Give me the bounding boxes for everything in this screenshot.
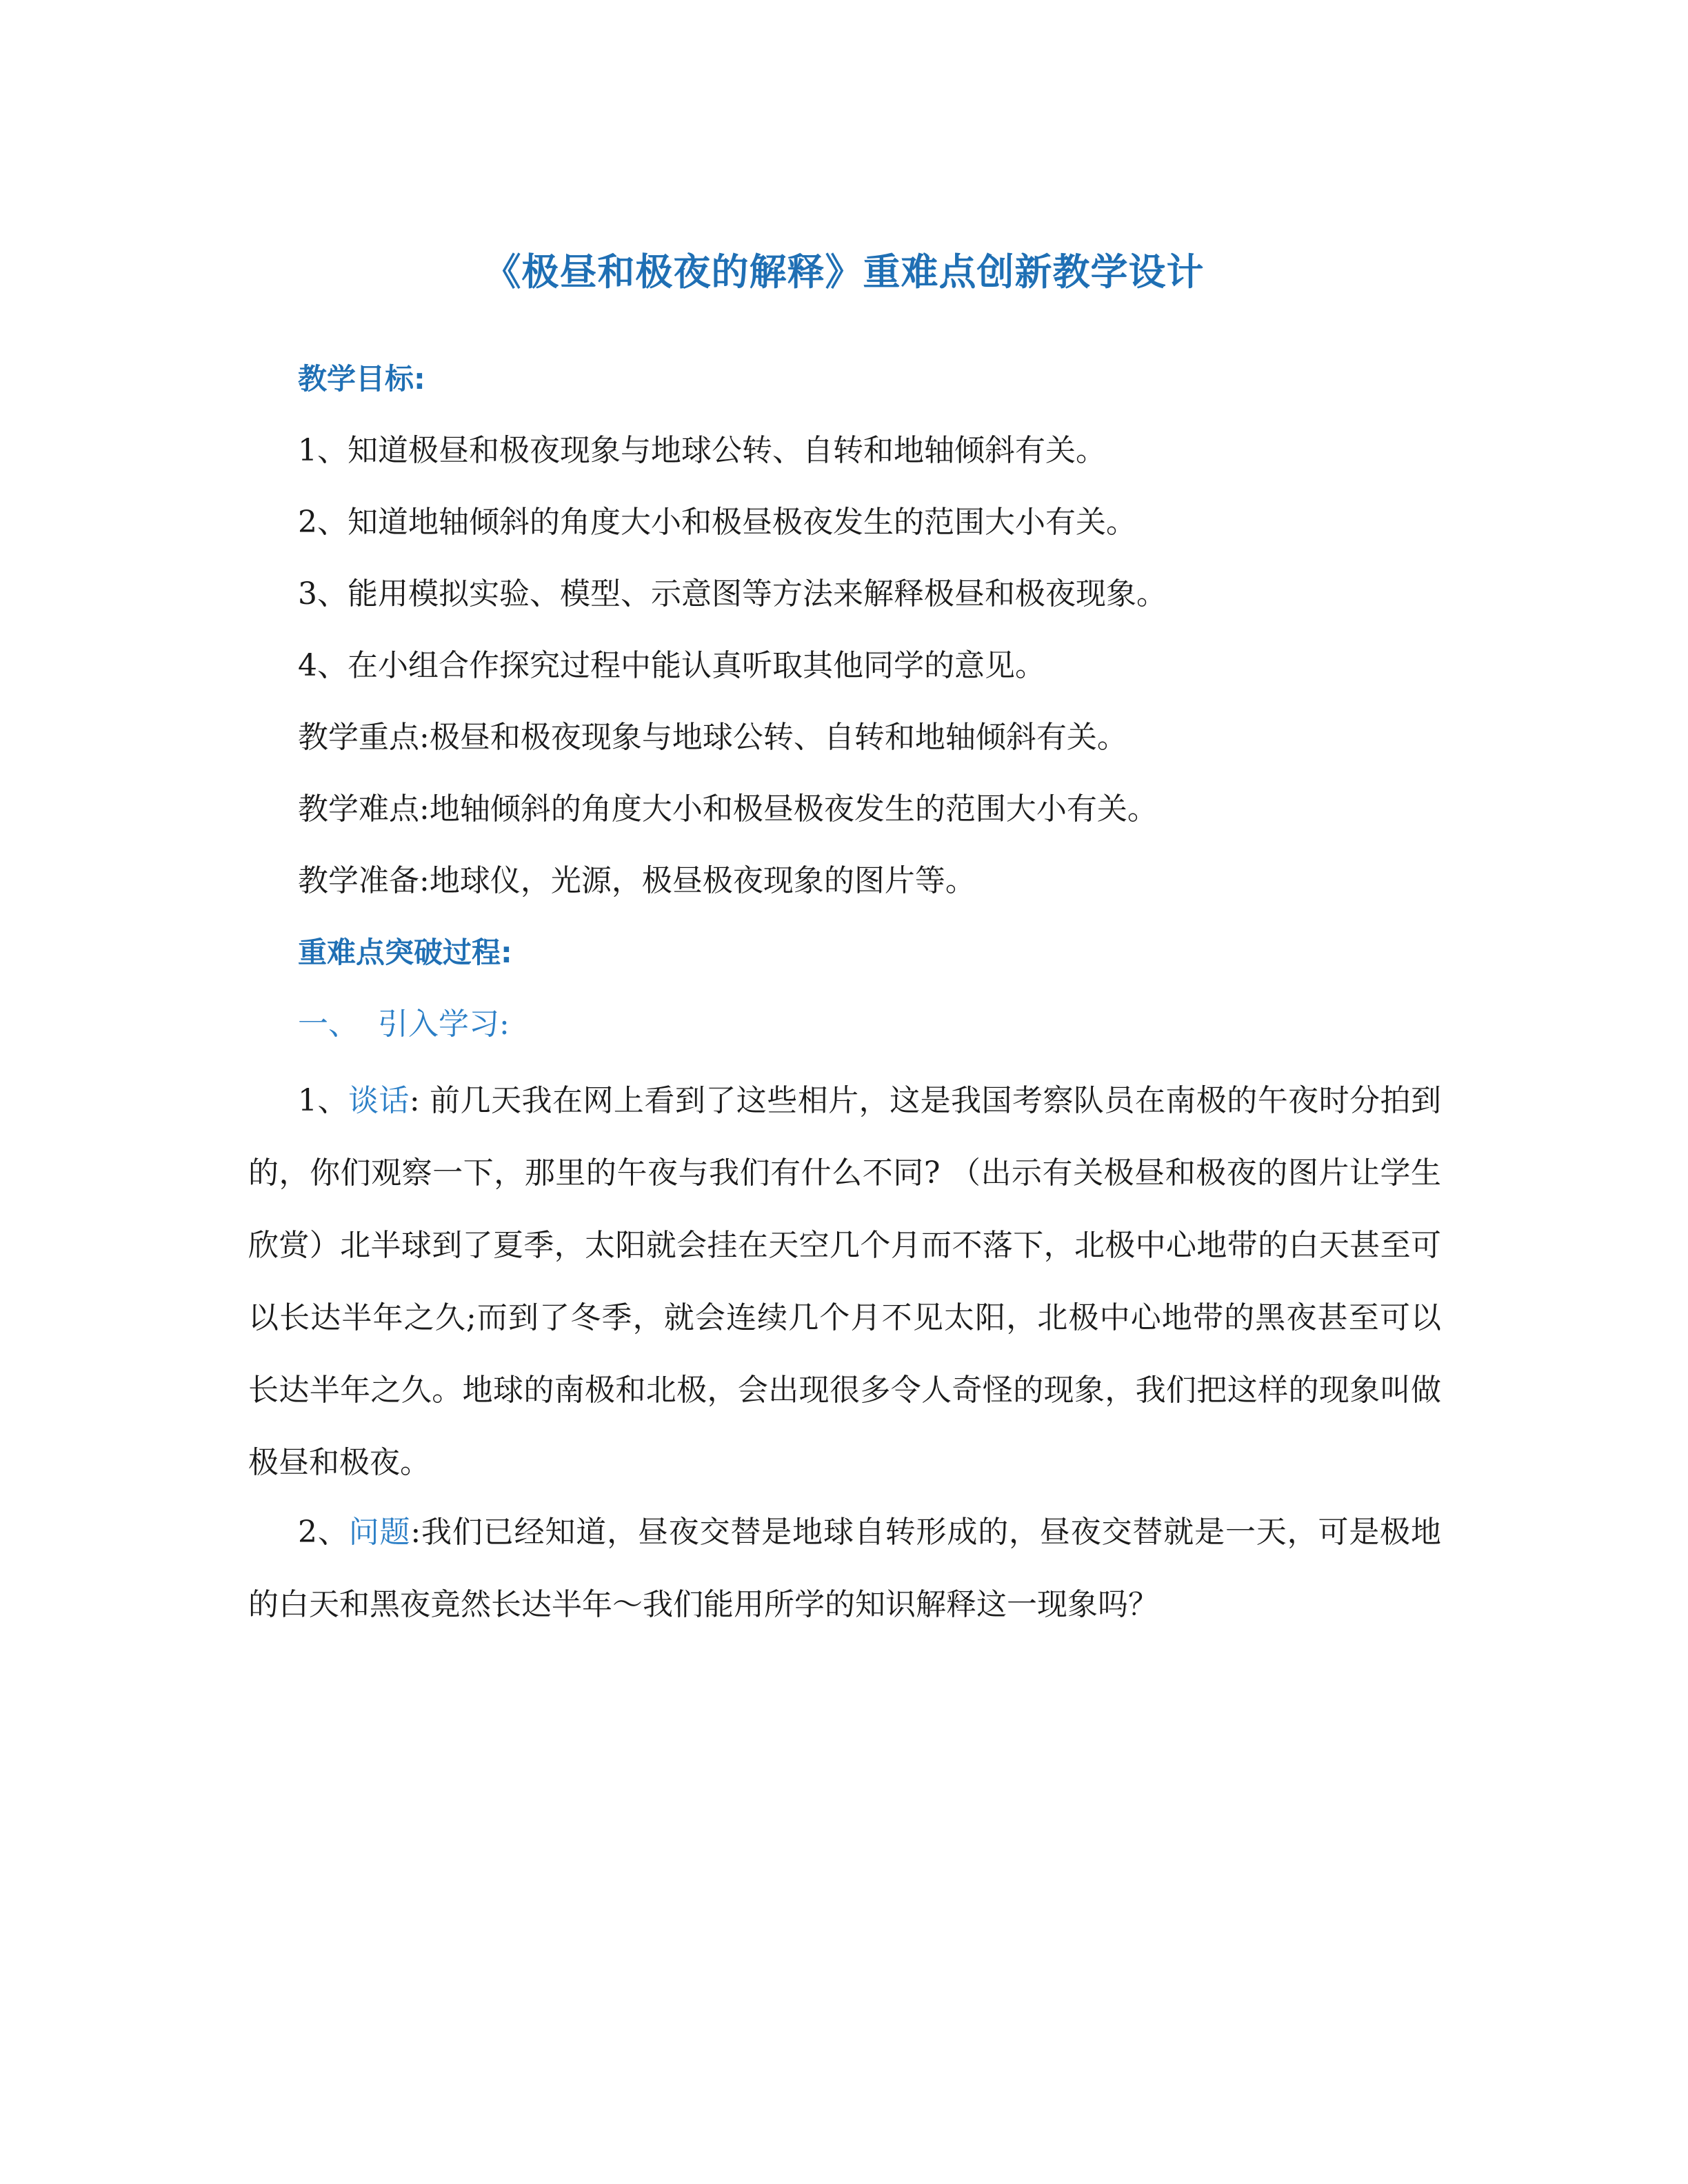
section-heading: 一、 引入学习: — [298, 1007, 510, 1042]
objective-item: 3、能用模拟实验、模型、示意图等方法来解释极昼和极夜现象。 — [298, 576, 1167, 611]
objective-item: 1、知道极昼和极夜现象与地球公转、自转和地轴倾斜有关。 — [298, 433, 1106, 468]
paragraph-text: : 前几天我在网上看到了这些相片，这是我国考察队员在南极的午夜时分拍到的，你们观察一下，那里的午夜与我们有什么不同? （出示有关极昼和极夜的图片让学生欣赏）北半球到了夏季，太阳就会挂在天空几个月而不落下，北极中心地带的白天甚至可以长达半年之久;而到了冬季，就会连续几个月不见太阳，北极中心地带的黑夜甚至可以长达半年之久。地球的南极和北极，会出现很多令人奇怪的现象，我们把这样的现象叫做极昼和极夜。 — [248, 1083, 1442, 1480]
process-heading: 重难点突破过程: — [298, 936, 512, 969]
talk-label: 谈话 — [348, 1083, 410, 1118]
question-label: 问题 — [348, 1515, 411, 1550]
paragraph-text: :我们已经知道，昼夜交替是地球自转形成的，昼夜交替就是一天，可是极地的白天和黑夜竟然长达半年～我们能用所学的知识解释这一现象吗？ — [248, 1515, 1441, 1622]
objective-item: 4、在小组合作探究过程中能认真听取其他同学的意见。 — [298, 648, 1045, 683]
difficulty: 教学难点:地轴倾斜的角度大小和极昼极夜发生的范围大小有关。 — [298, 791, 1158, 827]
key-point: 教学重点:极昼和极夜现象与地球公转、自转和地轴倾斜有关。 — [298, 720, 1127, 755]
objective-item: 2、知道地轴倾斜的角度大小和极昼极夜发生的范围大小有关。 — [298, 505, 1136, 540]
document-title: 《极昼和极夜的解释》重难点创新教学设计 — [483, 250, 1205, 294]
paragraph-question — [248, 1496, 1441, 1641]
paragraph-talk — [248, 1064, 1441, 1499]
preparation: 教学准备:地球仪，光源，极昼极夜现象的图片等。 — [298, 863, 976, 898]
paragraph-number: 1、 — [298, 1083, 348, 1118]
paragraph-number: 2、 — [298, 1515, 349, 1550]
objectives-heading: 教学目标: — [298, 362, 425, 396]
